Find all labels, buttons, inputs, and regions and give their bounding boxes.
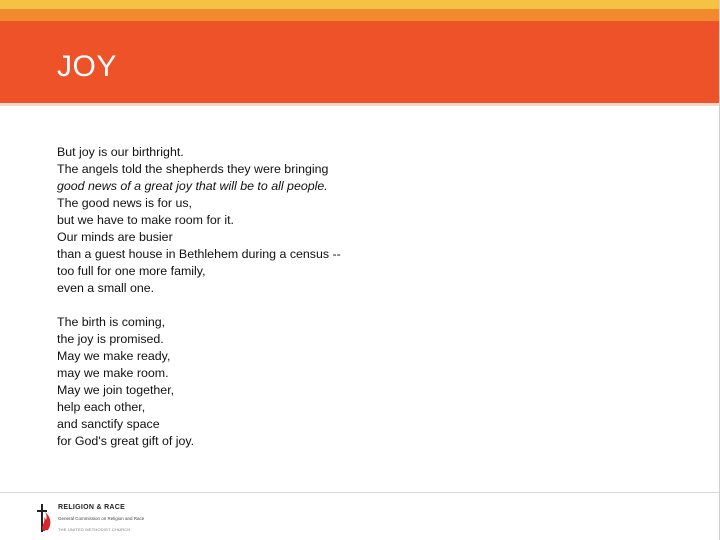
religion-race-logo — [36, 500, 176, 536]
poem-line: But joy is our birthright. — [57, 145, 184, 159]
poem-line: The birth is coming, — [57, 315, 166, 329]
poem-stanza — [57, 144, 477, 297]
poem-line: The angels told the shepherds they were bringing — [57, 162, 329, 176]
logo-name: RELIGION & RACE — [58, 504, 126, 511]
poem-line: and sanctify space — [57, 417, 160, 431]
poem-line: good news of a great joy that will be to all people. — [57, 179, 328, 193]
poem-line: than a guest house in Bethlehem during a census -- — [57, 247, 341, 261]
poem-line: The good news is for us, — [57, 196, 192, 210]
header-stripe-yellow — [0, 0, 720, 9]
poem-stanza — [57, 314, 477, 450]
footer-divider — [0, 492, 720, 493]
slide-title: JOY — [57, 50, 117, 83]
logo-church: THE UNITED METHODIST CHURCH — [58, 527, 131, 532]
poem-body — [57, 144, 477, 467]
poem-line: but we have to make room for it. — [57, 213, 234, 227]
poem-line: the joy is promised. — [57, 332, 164, 346]
poem-line: even a small one. — [57, 281, 155, 295]
poem-line: May we make ready, — [57, 349, 171, 363]
header-shadow — [0, 103, 720, 106]
logo-subtitle: General Commission on Religion and Race — [58, 516, 145, 521]
cross-and-flame-icon — [36, 500, 52, 534]
poem-line: for God's great gift of joy. — [57, 434, 195, 448]
poem-line: Our minds are busier — [57, 230, 173, 244]
poem-line: too full for one more family, — [57, 264, 206, 278]
poem-line: may we make room. — [57, 366, 169, 380]
poem-line: help each other, — [57, 400, 146, 414]
header-stripe-orange — [0, 9, 720, 21]
poem-line: May we join together, — [57, 383, 175, 397]
